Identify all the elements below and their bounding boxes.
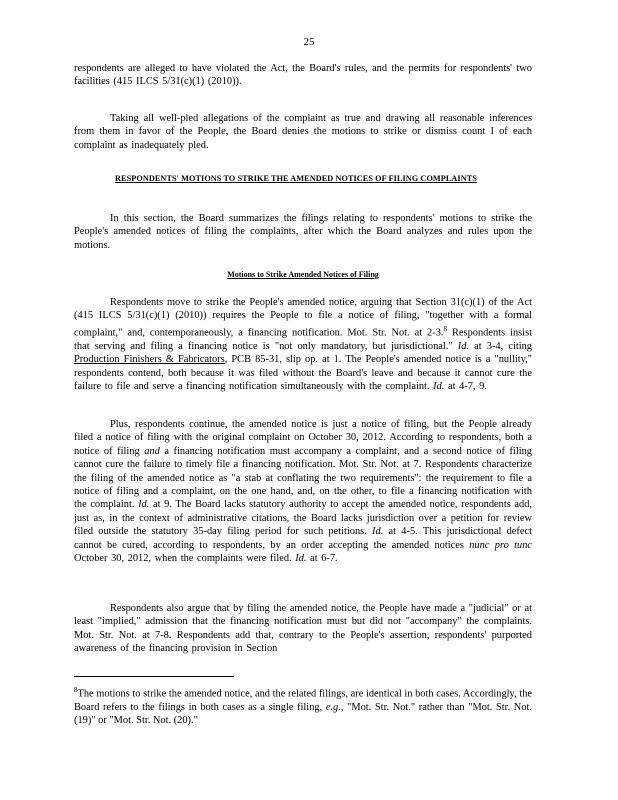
- footnote-mark: 8: [74, 686, 78, 694]
- footnote-divider: [74, 676, 234, 677]
- paragraph-also-argue: Respondents also argue that by filing the amended notice, the People have made a "judicial" or at least "implied," admission that the financing notification must but did not "accompany" the complaints. Mot. Str. Not. at 7-8. Respondents add that, contrary to the People's assertion, respondents' purported awareness of the financing provision in Section: [74, 603, 532, 655]
- section-heading: RESPONDENTS' MOTIONS TO STRIKE THE AMENDED NOTICES OF FILING COMPLAINTS: [115, 174, 477, 183]
- paragraph-ruling: Taking all well-pled allegations of the complaint as true and drawing all reasonable inferences from them in favor of the People, the Board denies the motions to strike or dismiss count I of each complaint as inadequately pled.: [74, 113, 532, 151]
- subsection-heading: Motions to Strike Amended Notices of Filing: [227, 270, 379, 279]
- paragraph-intro: In this section, the Board summarizes the filings relating to respondents' motions to strike the People's amended notices of filing the complaints, after which the Board analyzes and rules upon the motions.: [74, 213, 532, 251]
- paragraph-continued: respondents are alleged to have violated the Act, the Board's rules, and the permits for respondents' two facilities (415 ILCS 5/31(c)(1) (2010)).: [74, 63, 532, 88]
- footnote-reference: 8: [443, 324, 448, 333]
- page-number: 25: [303, 36, 315, 48]
- case-citation: Production Finishers & Fabricators: [74, 354, 225, 366]
- paragraph-plus-respondents: Plus, respondents continue, the amended notice is just a notice of filing, but the People already filed a notice of filing with the original complaint on October 30, 2012. According to respondents, both a notice of filing and a financing notification must accompany a complaint, and a second notice of filing cannot cure the failure to timely file a financing notification. Mot. Str. Not. at 7. Respondents characterize the filing of the amended notice as "a stab at conflating the two requirements": the requirement to file a notice of filing and a complaint, on the one hand, and, on the other, to file a financing notification with the complaint. Id. at 9. The Board lacks statutory authority to accept the amended notice, respondents add, just as, in the context of administrative citations, the Board lacks jurisdiction over a petition for review filed outside the statutory 35-day filing period for such petitions. Id. at 4-5. This jurisdictional defect cannot be cured, according to respondents, by an order accepting the amended notices nunc pro tunc October 30, 2012, when the complaints were filed. Id. at 6-7.: [74, 419, 532, 565]
- footnote: $^8$The motions to strike the amended notice, and the related filings, are identical in both cases. Accordingly, the Board refers to the filings in both cases as a single filing, e.g., "Mot. Str. Not." rather than "Mot. Str. Not. (19)" or "Mot. Str. Not. (20).": [74, 686, 532, 727]
- paragraph-respondents-motion: Respondents move to strike the People's amended notice, arguing that Section 31(c)(1) of the Act (415 ILCS 5/31(c)(1) (2010)) requires the People to file a notice of filing, "together with a formal complaint," and, contemporaneously, a financing notification. Mot. Str. Not. at 2-3.$^8$ Respondents insist that serving and filing a financing notice is "not only mandatory, but jurisdictional." Id. at 3-4, citing Production Finishers & Fabricators, PCB 85-31, slip op. at 1. The People's amended notice is a "nullity," respondents contend, both because it was filed without the Board's leave and because it cannot cure the failure to file and serve a financing notification simultaneously with the complaint. Id. at 4-7, 9.: [74, 297, 532, 392]
